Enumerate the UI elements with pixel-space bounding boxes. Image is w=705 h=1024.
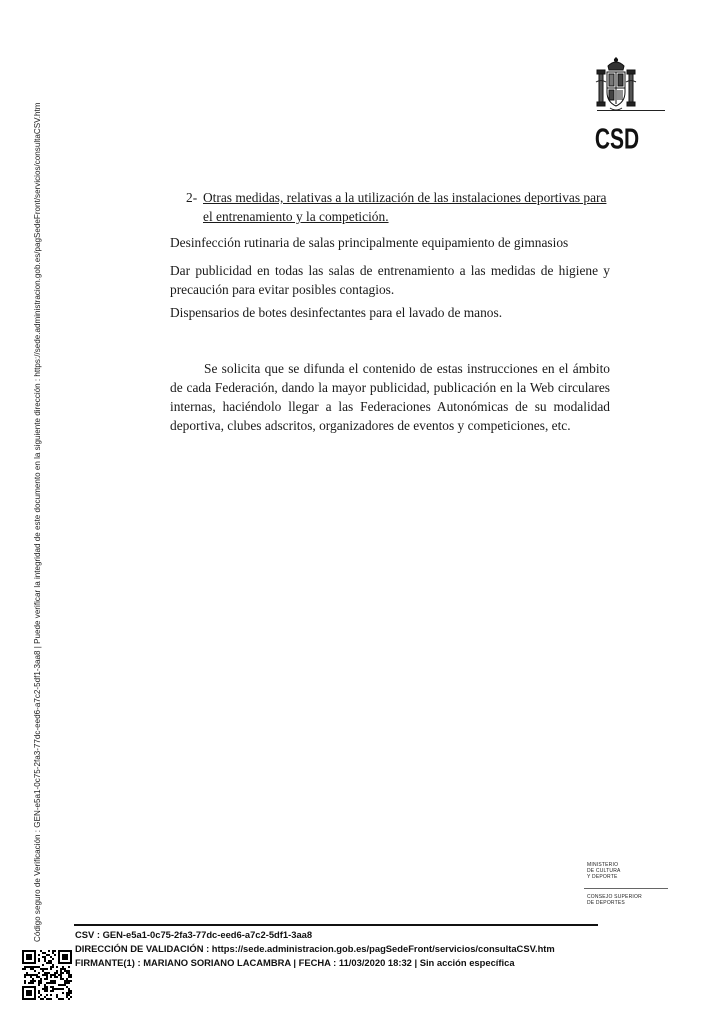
validation-url: DIRECCIÓN DE VALIDACIÓN : https://sede.administracion.gob.es/pagSedeFront/servicios/consultaCSV.htm (75, 943, 555, 954)
signer-info: FIRMANTE(1) : MARIANO SORIANO LACAMBRA | FECHA : 11/03/2020 18:32 | Sin acción específica (75, 957, 515, 968)
csd-logo-text: CSD (594, 123, 640, 156)
council-line: CONSEJO SUPERIOR (587, 894, 642, 900)
csv-code: CSV : GEN-e5a1-0c75-2fa3-77dc-eed6-a7c2-5df1-3aa8 (75, 929, 313, 940)
paragraph-request: Se solicita que se difunda el contenido de estas instrucciones en el ámbito de cada Federación, dando la mayor publicidad, publicación en la Web circulares internas, haciéndolo llegar a las Federaciones Autonómicas de su modalidad deportiva, clubes adscritos, organizadores de eventos y competiciones, etc. (170, 361, 610, 433)
council-line: DE DEPORTES (587, 900, 625, 906)
council-name (587, 894, 667, 906)
footer-rule (74, 924, 598, 926)
ministry-line: MINISTERIO (587, 862, 619, 868)
csd-logo (594, 123, 640, 156)
list-item-heading: Otras medidas, relativas a la utilización de las instalaciones deportivas para el entrenamiento y la competición. (203, 190, 607, 224)
header-rule (597, 110, 665, 111)
paragraph-publicity: Dar publicidad en todas las salas de entrenamiento a las medidas de higiene y precaución para evitar posibles contagios. (170, 263, 610, 297)
qr-code-icon (22, 950, 72, 1000)
paragraph-dispensers: Dispensarios de botes desinfectantes para el lavado de manos. (170, 305, 503, 320)
ministry-name (587, 862, 657, 880)
coat-of-arms-icon (596, 56, 636, 114)
ministry-line: Y DEPORTE (587, 874, 618, 880)
ministry-line: DE CULTURA (587, 868, 621, 874)
ministry-rule (584, 888, 668, 889)
list-item-number: 2- (186, 190, 198, 205)
verification-side-text: Código seguro de Verificación : GEN-e5a1-0c75-2fa3-77dc-eed6-a7c2-5df1-3aa8 | Puede verificar la integridad de este documento en la siguiente dirección : https://sede.administracion.gob.es/pagSedeFront/servicios/consultaCSV.htm (33, 102, 42, 942)
paragraph-disinfection: Desinfección rutinaria de salas principalmente equipamiento de gimnasios (170, 235, 569, 250)
